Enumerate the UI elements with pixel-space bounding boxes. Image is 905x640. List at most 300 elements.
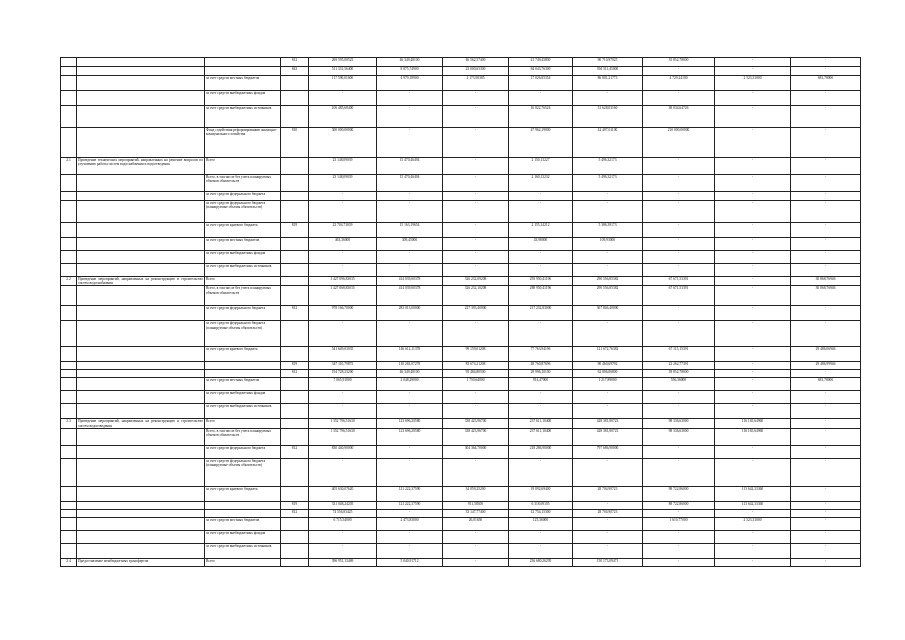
year-value: - bbox=[643, 67, 715, 76]
measure-name bbox=[77, 91, 205, 106]
year-value: - bbox=[643, 509, 715, 517]
year-value: 23 000,65300 bbox=[443, 67, 509, 76]
section-number: 2.4 bbox=[61, 558, 77, 566]
section-number bbox=[61, 391, 77, 404]
year-value: - bbox=[443, 158, 509, 175]
year-value: - bbox=[791, 251, 861, 264]
section-number bbox=[61, 362, 77, 370]
funding-source: за счет средств федерального бюджета (планируемые объемы обязательств) bbox=[205, 201, 281, 223]
year-value: - bbox=[377, 128, 443, 158]
year-value: - bbox=[715, 543, 791, 558]
section-number: 2.3 bbox=[61, 419, 77, 428]
budget-code bbox=[281, 286, 309, 306]
measure-name bbox=[77, 286, 205, 306]
year-value: - bbox=[715, 251, 791, 264]
year-value: 62 806,06800 bbox=[573, 370, 643, 378]
year-value: - bbox=[791, 501, 861, 509]
section-number bbox=[61, 128, 77, 158]
year-value: 4 729,24100 bbox=[643, 76, 715, 91]
year-value: - bbox=[643, 251, 715, 264]
total-value: 23 148,09039 bbox=[309, 158, 377, 175]
total-value: 23 148,09039 bbox=[309, 175, 377, 192]
year-value: - bbox=[715, 306, 791, 321]
measure-name bbox=[77, 428, 205, 445]
funding-source: Всего bbox=[205, 558, 281, 566]
table-row bbox=[61, 58, 861, 67]
year-value: - bbox=[643, 264, 715, 277]
total-value: - bbox=[309, 201, 377, 223]
year-value: 797 686,90000 bbox=[573, 445, 643, 458]
table-row bbox=[61, 347, 861, 362]
funding-source bbox=[205, 509, 281, 517]
year-value: 83 674,21208 bbox=[443, 362, 509, 370]
section-number bbox=[61, 175, 77, 192]
year-value: - bbox=[509, 530, 573, 543]
year-value: - bbox=[643, 158, 715, 175]
year-value: 681,78000 bbox=[791, 76, 861, 91]
measure-name bbox=[77, 251, 205, 264]
year-value: - bbox=[443, 458, 509, 486]
year-value: - bbox=[715, 264, 791, 277]
year-value: - bbox=[791, 419, 861, 428]
measure-name bbox=[77, 391, 205, 404]
year-value: 86 801,21773 bbox=[573, 76, 643, 91]
total-value: - bbox=[309, 543, 377, 558]
table-row bbox=[61, 106, 861, 128]
year-value: 290 556,85382 bbox=[573, 286, 643, 306]
measure-name bbox=[77, 530, 205, 543]
year-value: 1 610,77000 bbox=[643, 517, 715, 530]
year-value: 2 160,13232 bbox=[509, 175, 573, 192]
year-value: 8 875,74900 bbox=[377, 67, 443, 76]
year-value: - bbox=[715, 321, 791, 347]
year-value: 16 822,76524 bbox=[509, 106, 573, 128]
year-value: - bbox=[643, 192, 715, 201]
table-row bbox=[61, 404, 861, 419]
year-value: - bbox=[715, 201, 791, 223]
total-value: 405 630,07620 bbox=[309, 486, 377, 501]
year-value: - bbox=[791, 264, 861, 277]
total-value: 1 352 796,51630 bbox=[309, 428, 377, 445]
year-value: - bbox=[573, 391, 643, 404]
year-value: - bbox=[443, 106, 509, 128]
year-value: - bbox=[377, 201, 443, 223]
budget-code bbox=[281, 201, 309, 223]
section-number bbox=[61, 501, 77, 509]
year-value: - bbox=[377, 391, 443, 404]
funding-source: за счет средств местных бюджетов bbox=[205, 76, 281, 91]
section-number bbox=[61, 543, 77, 558]
section-number bbox=[61, 517, 77, 530]
year-value: 326 232,10208 bbox=[443, 286, 509, 306]
budget-code: 819 bbox=[281, 362, 309, 370]
measure-name bbox=[77, 347, 205, 362]
section-number bbox=[61, 67, 77, 76]
table-row bbox=[61, 378, 861, 391]
budget-code: 819 bbox=[281, 223, 309, 238]
year-value: 47 962,19000 bbox=[509, 128, 573, 158]
section-number bbox=[61, 321, 77, 347]
year-value: - bbox=[443, 251, 509, 264]
funding-source: Всего bbox=[205, 277, 281, 286]
table-row bbox=[61, 486, 861, 501]
section-number bbox=[61, 530, 77, 543]
section-number bbox=[61, 306, 77, 321]
year-value: - bbox=[715, 238, 791, 251]
measure-name bbox=[77, 264, 205, 277]
funding-source: за счет средств местных бюджетов bbox=[205, 517, 281, 530]
year-value: 293 950,41196 bbox=[509, 277, 573, 286]
section-number bbox=[61, 192, 77, 201]
year-value: 67 115,15391 bbox=[643, 347, 715, 362]
year-value: 90 710,97025 bbox=[573, 58, 643, 67]
year-value: 88 722,86000 bbox=[643, 501, 715, 509]
funding-source: за счет средств краевого бюджета bbox=[205, 223, 281, 238]
year-value: - bbox=[509, 391, 573, 404]
year-value: - bbox=[509, 251, 573, 264]
measure-name bbox=[77, 404, 205, 419]
measure-name bbox=[77, 543, 205, 558]
section-number bbox=[61, 106, 77, 128]
year-value: 121 222,37590 bbox=[377, 486, 443, 501]
measure-name bbox=[77, 67, 205, 76]
total-value: 194 728,23200 bbox=[309, 370, 377, 378]
year-value: 146 612,11378 bbox=[377, 347, 443, 362]
year-value: 2 473,83000 bbox=[377, 517, 443, 530]
table-row bbox=[61, 201, 861, 223]
table-row bbox=[61, 238, 861, 251]
year-value: - bbox=[791, 370, 861, 378]
year-value: - bbox=[377, 192, 443, 201]
measure-name bbox=[77, 106, 205, 128]
year-value: - bbox=[715, 67, 791, 76]
budget-code: 819 bbox=[281, 501, 309, 509]
year-value: 15 470,46494 bbox=[377, 175, 443, 192]
table-row bbox=[61, 501, 861, 509]
year-value: - bbox=[715, 175, 791, 192]
year-value: 116 165,64960 bbox=[715, 428, 791, 445]
year-value: 35 852,78000 bbox=[643, 58, 715, 67]
funding-source: за счет средств федерального бюджета (планируемые объемы обязательств) bbox=[205, 458, 281, 486]
year-value: 113 642,33360 bbox=[715, 501, 791, 509]
year-value: - bbox=[715, 286, 791, 306]
year-value: 98 722,86000 bbox=[643, 486, 715, 501]
budget-code bbox=[281, 76, 309, 91]
budget-code bbox=[281, 458, 309, 486]
budget-code: 812 bbox=[281, 445, 309, 458]
total-value: - bbox=[309, 251, 377, 264]
measure-name bbox=[77, 321, 205, 347]
budget-code bbox=[281, 277, 309, 286]
year-value: 2 523,31000 bbox=[715, 76, 791, 91]
budget-table bbox=[60, 57, 861, 567]
year-value: 29 996,10100 bbox=[509, 370, 573, 378]
year-value: - bbox=[791, 486, 861, 501]
funding-source: Всего, в том числе без учета планируемых объемов обязательств bbox=[205, 286, 281, 306]
table-row bbox=[61, 321, 861, 347]
year-value: 227 393,40000 bbox=[443, 306, 509, 321]
year-value: - bbox=[643, 404, 715, 419]
table-row bbox=[61, 391, 861, 404]
year-value: - bbox=[377, 106, 443, 128]
year-value: 237 611,10400 bbox=[509, 428, 573, 445]
measure-name bbox=[77, 378, 205, 391]
section-number bbox=[61, 458, 77, 486]
year-value: 48 760,87696 bbox=[509, 362, 573, 370]
year-value: - bbox=[715, 370, 791, 378]
table-row bbox=[61, 428, 861, 445]
total-value: 74 556,83425 bbox=[309, 509, 377, 517]
budget-code: 812 bbox=[281, 370, 309, 378]
table-row bbox=[61, 306, 861, 321]
year-value: 116 165,64960 bbox=[715, 419, 791, 428]
measure-name bbox=[77, 128, 205, 158]
year-value: - bbox=[643, 458, 715, 486]
funding-source: за счет средств федерального бюджета bbox=[205, 306, 281, 321]
year-value: - bbox=[791, 391, 861, 404]
budget-code bbox=[281, 175, 309, 192]
year-value: - bbox=[715, 378, 791, 391]
year-value: 19 092,69400 bbox=[509, 486, 573, 501]
budget-code bbox=[281, 543, 309, 558]
year-value: - bbox=[377, 264, 443, 277]
year-value: 288 950,41196 bbox=[509, 286, 573, 306]
section-number: 2.1 bbox=[61, 158, 77, 175]
measure-name bbox=[77, 445, 205, 458]
total-value: - bbox=[309, 91, 377, 106]
year-value: - bbox=[715, 458, 791, 486]
table-row bbox=[61, 558, 861, 566]
funding-source: Всего, в том числе без учета планируемых объемов обязательств bbox=[205, 428, 281, 445]
year-value: - bbox=[377, 445, 443, 458]
table-row bbox=[61, 362, 861, 370]
year-value: - bbox=[791, 558, 861, 566]
year-value: - bbox=[443, 128, 509, 158]
measure-name bbox=[77, 238, 205, 251]
total-value: 300 000,00000 bbox=[309, 128, 377, 158]
year-value: - bbox=[443, 321, 509, 347]
year-value: - bbox=[377, 509, 443, 517]
section-number bbox=[61, 509, 77, 517]
year-value: - bbox=[573, 530, 643, 543]
year-value: - bbox=[715, 128, 791, 158]
budget-code bbox=[281, 404, 309, 419]
year-value: 237 611,10400 bbox=[509, 419, 573, 428]
year-value: 29 486,06946 bbox=[791, 347, 861, 362]
year-value: - bbox=[791, 175, 861, 192]
measure-name: Проведение мероприятий, направленных на реконструкцию и строительство систем водоснабжения bbox=[78, 277, 203, 286]
year-value: - bbox=[791, 106, 861, 128]
year-value: 110 263,07278 bbox=[377, 362, 443, 370]
measure-name bbox=[77, 58, 205, 67]
section-number bbox=[61, 286, 77, 306]
budget-code bbox=[281, 391, 309, 404]
funding-source: Всего bbox=[205, 158, 281, 175]
funding-source: за счет средств федерального бюджета (планируемые объемы обязательств) bbox=[205, 321, 281, 347]
year-value: 2 155,14212 bbox=[509, 223, 573, 238]
year-value: - bbox=[443, 238, 509, 251]
year-value: - bbox=[791, 517, 861, 530]
budget-code bbox=[281, 530, 309, 543]
year-value: - bbox=[643, 91, 715, 106]
measure-name: Предоставление межбюджетных трансфертов bbox=[77, 558, 205, 566]
total-value: 347 110,79875 bbox=[309, 362, 377, 370]
total-value: 511 331,56400 bbox=[309, 67, 377, 76]
year-value: 125,36000 bbox=[509, 517, 573, 530]
funding-source: за счет средств внебюджетных фондов bbox=[205, 391, 281, 404]
year-value: - bbox=[509, 192, 573, 201]
funding-source: за счет средств внебюджетных фондов bbox=[205, 530, 281, 543]
budget-code bbox=[281, 251, 309, 264]
year-value: 98 336,63000 bbox=[643, 419, 715, 428]
year-value: 1 750,64000 bbox=[443, 378, 509, 391]
budget-code bbox=[281, 264, 309, 277]
year-value: 38 034,64726 bbox=[643, 106, 715, 128]
year-value: - bbox=[715, 530, 791, 543]
table-row bbox=[61, 419, 861, 428]
year-value: - bbox=[715, 558, 791, 566]
year-value: - bbox=[377, 404, 443, 419]
section-number bbox=[61, 428, 77, 445]
year-value: 236 680,26295 bbox=[509, 558, 573, 566]
budget-code: 812 bbox=[281, 306, 309, 321]
year-value: 77 763,94196 bbox=[509, 347, 573, 362]
year-value: 33 147,77400 bbox=[443, 509, 509, 517]
year-value: 26,01650 bbox=[443, 517, 509, 530]
funding-source bbox=[205, 370, 281, 378]
total-value: 830 440,90000 bbox=[309, 445, 377, 458]
funding-source: за счет средств внебюджетных источников bbox=[205, 106, 281, 128]
year-value: 46 349,48100 bbox=[377, 370, 443, 378]
total-value: 541 649,03035 bbox=[309, 347, 377, 362]
table-row bbox=[61, 517, 861, 530]
budget-code: 810 bbox=[281, 128, 309, 158]
funding-source: за счет средств краевого бюджета bbox=[205, 486, 281, 501]
year-value: - bbox=[643, 391, 715, 404]
year-value: 326 232,09208 bbox=[443, 277, 509, 286]
year-value: - bbox=[643, 321, 715, 347]
table-row bbox=[61, 370, 861, 378]
year-value: - bbox=[443, 223, 509, 238]
year-value: - bbox=[573, 251, 643, 264]
year-value: - bbox=[509, 264, 573, 277]
year-value: - bbox=[791, 445, 861, 458]
year-value: - bbox=[643, 223, 715, 238]
year-value: 556,36000 bbox=[643, 378, 715, 391]
year-value: 1 217,89000 bbox=[573, 378, 643, 391]
year-value: - bbox=[443, 543, 509, 558]
year-value: 67 671,53391 bbox=[643, 286, 715, 306]
table-row bbox=[61, 445, 861, 458]
year-value: - bbox=[377, 321, 443, 347]
year-value: - bbox=[791, 321, 861, 347]
year-value: 95 484,80500 bbox=[443, 370, 509, 378]
year-value: - bbox=[443, 201, 509, 223]
table-row bbox=[61, 128, 861, 158]
total-value: 396 951,13469 bbox=[309, 558, 377, 566]
year-value: 367 846,40000 bbox=[573, 306, 643, 321]
section-number bbox=[61, 238, 77, 251]
year-value: 309,45000 bbox=[377, 238, 443, 251]
year-value: 46 349,48100 bbox=[377, 58, 443, 67]
budget-code bbox=[281, 91, 309, 106]
table-row bbox=[61, 264, 861, 277]
year-value: 428 381,80723 bbox=[573, 428, 643, 445]
year-value: - bbox=[791, 404, 861, 419]
year-value: 5 040,91712 bbox=[377, 558, 443, 566]
year-value: 30 868,76946 bbox=[791, 277, 861, 286]
year-value: - bbox=[573, 458, 643, 486]
total-value: 269 595,00525 bbox=[309, 58, 377, 67]
total-value: 117 590,01600 bbox=[309, 76, 377, 91]
section-number bbox=[61, 486, 77, 501]
total-value: 1 352 796,51630 bbox=[309, 419, 377, 428]
year-value: 28 704,90723 bbox=[573, 486, 643, 501]
year-value: - bbox=[643, 530, 715, 543]
year-value: - bbox=[791, 238, 861, 251]
year-value: 121 672,76382 bbox=[573, 347, 643, 362]
total-value: - bbox=[309, 321, 377, 347]
budget-code bbox=[281, 347, 309, 362]
measure-name bbox=[77, 501, 205, 509]
year-value: 914,47000 bbox=[509, 378, 573, 391]
year-value: 4 979,18900 bbox=[377, 76, 443, 91]
year-value: - bbox=[573, 321, 643, 347]
year-value: - bbox=[509, 321, 573, 347]
table-body bbox=[61, 58, 861, 567]
year-value: - bbox=[377, 543, 443, 558]
year-value: - bbox=[509, 404, 573, 419]
year-value: 98 336,63000 bbox=[643, 428, 715, 445]
year-value: 12 754,15300 bbox=[509, 509, 573, 517]
year-value: 113 642,33360 bbox=[715, 486, 791, 501]
year-value: 123 696,20580 bbox=[377, 419, 443, 428]
year-value: 46 562,57400 bbox=[443, 58, 509, 67]
budget-code bbox=[281, 238, 309, 251]
year-value: 217 232,83000 bbox=[509, 306, 573, 321]
year-value: - bbox=[509, 201, 573, 223]
funding-source bbox=[205, 362, 281, 370]
year-value: - bbox=[715, 362, 791, 370]
section-number bbox=[61, 264, 77, 277]
year-value: - bbox=[715, 58, 791, 67]
year-value: 428 381,80723 bbox=[573, 419, 643, 428]
year-value: - bbox=[791, 428, 861, 445]
year-value: - bbox=[643, 201, 715, 223]
year-value: - bbox=[643, 543, 715, 558]
year-value: 34 059,25200 bbox=[443, 486, 509, 501]
year-value: - bbox=[715, 223, 791, 238]
budget-code bbox=[281, 486, 309, 501]
measure-name bbox=[77, 509, 205, 517]
year-value: - bbox=[715, 106, 791, 128]
measure-name bbox=[77, 201, 205, 223]
year-value: - bbox=[791, 158, 861, 175]
year-value: - bbox=[791, 223, 861, 238]
section-number bbox=[61, 404, 77, 419]
table-row bbox=[61, 76, 861, 91]
year-value: - bbox=[791, 67, 861, 76]
year-value: - bbox=[643, 558, 715, 566]
table-row bbox=[61, 251, 861, 264]
funding-source: за счет средств краевого бюджета bbox=[205, 347, 281, 362]
measure-name: Проведение мероприятий, направленных на реконструкцию и строительство систем водоотведения bbox=[78, 419, 203, 428]
total-value: - bbox=[309, 404, 377, 419]
section-number bbox=[61, 370, 77, 378]
year-value: - bbox=[643, 306, 715, 321]
total-value: - bbox=[309, 458, 377, 486]
budget-code bbox=[281, 106, 309, 128]
